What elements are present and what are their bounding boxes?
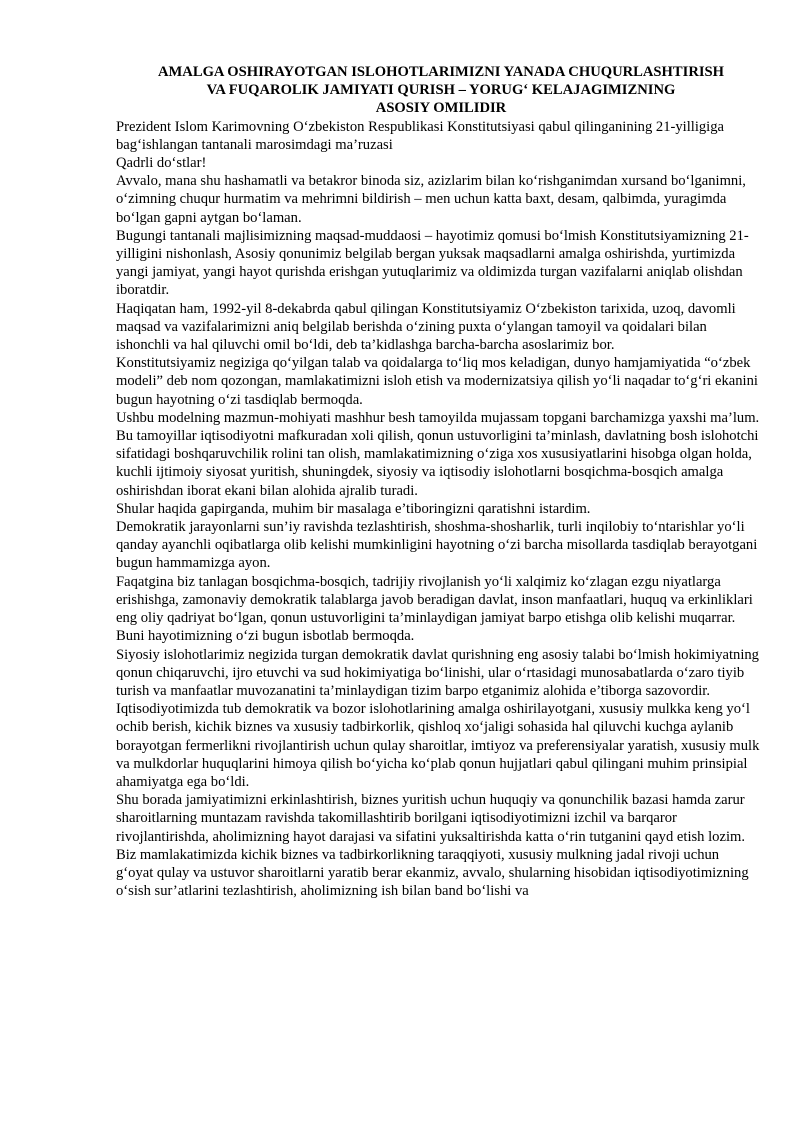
body-paragraph: Ushbu modelning mazmun-mohiyati mashhur besh tamoyilda mujassam topgani barchamizga yaxshi ma’lum. Bu tamoyillar iqtisodiyotni mafkuradan xoli qilish, qonun ustuvorligini ta’minlash, davlatning bosh islohotchi sifatidagi boshqaruvchilik rolini tan olish, mamlakatimizning o‘ziga xos xususiyatlarini hisobga olgan holda, kuchli ijtimoiy siyosat yuritish, shuningdek, siyosiy va iqtisodiy islohotlarni bosqichma-bosqich amalga oshirishdan iborat ekani bilan alohida ajralib turadi.	[116, 409, 760, 499]
subtitle-paragraph: Prezident Islom Karimovning O‘zbekiston Respublikasi Konstitutsiyasi qabul qilinganining 21-yilligiga bag‘ishlangan tantanali marosimdagi ma’ruzasi	[116, 118, 725, 153]
body-paragraph: Faqatgina biz tanlagan bosqichma-bosqich, tadrijiy rivojlanish yo‘li xalqimiz ko‘zlagan ezgu niyatlarga erishishga, zamonaviy demokratik talablarga javob beradigan davlat, inson manfaatlari, huquq va erkinliklari eng oliy qadriyat bo‘lgan, qonun ustuvorligini ta’minlaydigan jamiyat barpo etishga olib kelishi muqarrar. Buni hayotimizning o‘zi bugun isbotlab bermoqda.	[116, 573, 753, 645]
body-paragraph: Iqtisodiyotimizda tub demokratik va bozor islohotlarining amalga oshirilayotgani, xususiy mulkka keng yo‘l ochib berish, kichik biznes va xususiy tadbirkorlik, qishloq xo‘jaligi sohasida hal qiluvchi kuchga aylanib borayotgan fermerlikni rivojlantirish uchun qulay sharoitlar, imtiyoz va preferensiyalar yaratish, xususiy mulk va mulkdorlar huquqlarini himoya qilish bo‘yicha ko‘plab qonun hujjatlari qabul qilingani muhim prinsipial ahamiyatga ega bo‘ldi.	[116, 701, 760, 790]
body-paragraph: Konstitutsiyamiz negiziga qo‘yilgan talab va qoidalarga to‘liq mos keladigan, dunyo hamjamiyatida “o‘zbek modeli” deb nom qozongan, mamlakatimizni isloh etish va modernizatsiya qilish yo‘li naqadar to‘g‘ri ekanini bugun hayotning o‘zi tasdiqlab bermoqda.	[116, 355, 758, 408]
title-line-3: ASOSIY OMILIDIR	[375, 100, 507, 117]
document-title	[116, 63, 760, 118]
greeting-paragraph: Qadrli do‘stlar!	[116, 155, 207, 172]
title-line-2: VA FUQAROLIK JAMIYATI QURISH – YORUG‘ KELAJAGIMIZNING	[206, 82, 676, 99]
body-paragraph: Shu borada jamiyatimizni erkinlashtirish, biznes yuritish uchun huquqiy va qonunchilik bazasi hamda zarur sharoitlarning muntazam ravishda takomillashtirib borilgani iqtisodiyotimizni izchil va barqaror rivojlantirishda, aholimizning hayot darajasi va sifatini yuksaltirishda katta o‘rin tutganini qayd etish lozim.	[116, 792, 746, 845]
body-paragraph: Demokratik jarayonlarni sun’iy ravishda tezlashtirish, shoshma-shosharlik, turli inqilobiy to‘ntarishlar yo‘li qanday ayanchli oqibatlarga olib kelishi mumkinligini hayotning o‘zi barcha misollarda tasdiqlab berayotgani bugun hammamizga ayon.	[116, 519, 758, 572]
body-paragraph: Bugungi tantanali majlisimizning maqsad-muddaosi – hayotimiz qomusi bo‘lmish Konstitutsiyamizning 21-yilligini nishonlash, Asosiy qonunimiz belgilab bergan yuksak maqsadlarni amalga oshirishda, yurtimizda yangi jamiyat, yangi hayot qurishda erishgan yutuqlarimiz va oldimizda turgan vazifalarni aniqlab olishdan iboratdir.	[116, 227, 749, 299]
body-paragraph: Haqiqatan ham, 1992-yil 8-dekabrda qabul qilingan Konstitutsiyamiz O‘zbekiston tarixida, uzoq, davomli maqsad va vazifalarimizni aniq belgilab berishda o‘zining puxta o‘ylangan tamoyil va qoidalari bilan ishonchli va hal qiluvchi omil bo‘ldi, deb ta’kidlashga barcha-barcha asoslarimiz bor.	[116, 300, 736, 354]
body-paragraph: Biz mamlakatimizda kichik biznes va tadbirkorlikning taraqqiyoti, xususiy mulkning jadal rivoji uchun g‘oyat qulay va ustuvor sharoitlarni yaratib berar ekanmiz, avvalo, shularning hisobidan iqtisodiyotimizning o‘sish sur’atlarini tezlashtirish, aholimizning ish bilan band bo‘lishi va	[116, 846, 749, 900]
document-page	[116, 63, 760, 900]
body-paragraph: Shular haqida gapirganda, muhim bir masalaga e’tiboringizni qaratishni istardim.	[116, 500, 591, 517]
title-line-1: AMALGA OSHIRAYOTGAN ISLOHOTLARIMIZNI YANADA CHUQURLASHTIRISH	[157, 64, 725, 80]
body-paragraph: Avvalo, mana shu hashamatli va betakror binoda siz, azizlarim bilan ko‘rishganimdan xursand bo‘lganimni, o‘zimning chuqur hurmatim va mehrimni bildirish – men uchun katta baxt, desam, qalbimda, yuragimda bo‘lgan gapni aytgan bo‘laman.	[116, 173, 746, 226]
body-paragraph: Siyosiy islohotlarimiz negizida turgan demokratik davlat qurishning eng asosiy talabi bo‘lmish hokimiyatning qonun chiqaruvchi, ijro etuvchi va sud hokimiyatiga bo‘linishi, ular o‘rtasidagi munosabatlarda o‘zaro tiyib turish va manfaatlar muvozanatini ta’minlaydigan tizim barpo etganimiz alohida e’tiborga sazovordir.	[116, 646, 759, 699]
